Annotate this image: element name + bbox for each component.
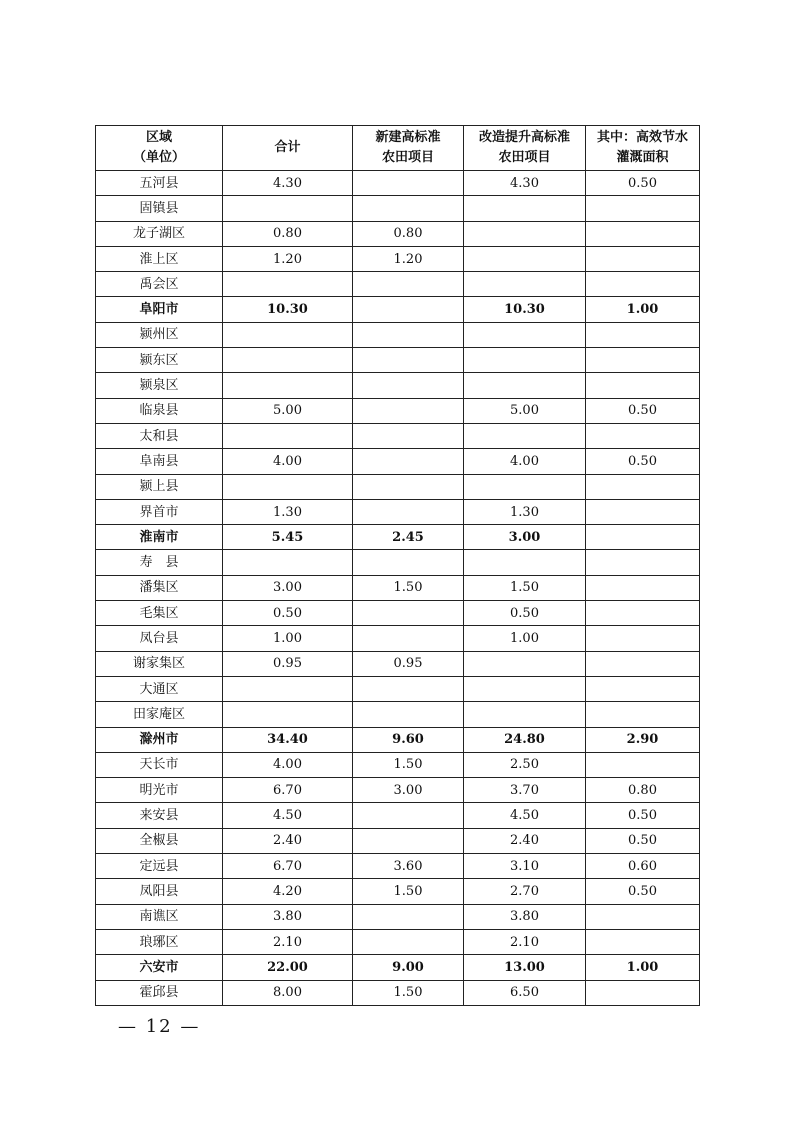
header-water-saving: [586, 126, 700, 171]
cell-upgrade: 3.80: [464, 904, 586, 929]
table-row: [96, 196, 700, 221]
cell-name: 颍州区: [96, 322, 223, 347]
cell-upgrade: 5.00: [464, 398, 586, 423]
cell-upgrade: 1.30: [464, 499, 586, 524]
cell-name: 明光市: [96, 778, 223, 803]
cell-water: [586, 423, 700, 448]
cell-water: [586, 272, 700, 297]
cell-total: 0.80: [223, 221, 353, 246]
cell-water: [586, 196, 700, 221]
cell-name: 龙子湖区: [96, 221, 223, 246]
cell-name: 霍邱县: [96, 980, 223, 1005]
cell-water: [586, 373, 700, 398]
cell-name: 来安县: [96, 803, 223, 828]
cell-new: [353, 322, 464, 347]
cell-new: [353, 499, 464, 524]
cell-name: 全椒县: [96, 828, 223, 853]
table-row: [96, 550, 700, 575]
cell-new: [353, 297, 464, 322]
cell-total: [223, 550, 353, 575]
cell-name: 固镇县: [96, 196, 223, 221]
cell-new: [353, 423, 464, 448]
cell-water: [586, 550, 700, 575]
cell-new: 2.45: [353, 525, 464, 550]
cell-upgrade: [464, 221, 586, 246]
allocation-table: [95, 125, 700, 1006]
cell-water: 0.60: [586, 854, 700, 879]
cell-new: [353, 929, 464, 954]
cell-name: 凤阳县: [96, 879, 223, 904]
cell-name: 界首市: [96, 499, 223, 524]
table-row: [96, 348, 700, 373]
cell-name: 凤台县: [96, 626, 223, 651]
cell-new: 3.00: [353, 778, 464, 803]
cell-upgrade: 2.10: [464, 929, 586, 954]
cell-total: 5.00: [223, 398, 353, 423]
cell-water: 1.00: [586, 297, 700, 322]
table-row: [96, 575, 700, 600]
cell-total: 4.00: [223, 752, 353, 777]
cell-total: [223, 373, 353, 398]
cell-upgrade: 3.70: [464, 778, 586, 803]
cell-total: 4.00: [223, 449, 353, 474]
cell-water: [586, 601, 700, 626]
cell-total: [223, 702, 353, 727]
table-row: [96, 246, 700, 271]
table-row: [96, 272, 700, 297]
cell-new: [353, 676, 464, 701]
cell-new: 1.50: [353, 879, 464, 904]
cell-total: 3.00: [223, 575, 353, 600]
table-row: [96, 423, 700, 448]
cell-name: 太和县: [96, 423, 223, 448]
cell-total: 22.00: [223, 955, 353, 980]
cell-water: [586, 348, 700, 373]
cell-upgrade: 1.50: [464, 575, 586, 600]
cell-water: [586, 676, 700, 701]
cell-total: [223, 474, 353, 499]
cell-new: 1.20: [353, 246, 464, 271]
cell-upgrade: [464, 272, 586, 297]
cell-water: 0.80: [586, 778, 700, 803]
cell-name: 五河县: [96, 171, 223, 196]
cell-name: 阜阳市: [96, 297, 223, 322]
cell-upgrade: 10.30: [464, 297, 586, 322]
cell-new: [353, 474, 464, 499]
table-row: [96, 221, 700, 246]
cell-upgrade: 6.50: [464, 980, 586, 1005]
table-body: [96, 171, 700, 1006]
cell-new: 9.60: [353, 727, 464, 752]
cell-name: 琅琊区: [96, 929, 223, 954]
cell-upgrade: [464, 676, 586, 701]
cell-name: 谢家集区: [96, 651, 223, 676]
cell-total: 34.40: [223, 727, 353, 752]
cell-new: [353, 702, 464, 727]
cell-upgrade: 0.50: [464, 601, 586, 626]
header-upgrade: [464, 126, 586, 171]
table-row: [96, 676, 700, 701]
cell-name: 滁州市: [96, 727, 223, 752]
cell-new: [353, 398, 464, 423]
cell-total: 1.30: [223, 499, 353, 524]
cell-upgrade: 2.70: [464, 879, 586, 904]
cell-name: 淮南市: [96, 525, 223, 550]
cell-total: 4.50: [223, 803, 353, 828]
table-row: [96, 474, 700, 499]
cell-water: [586, 525, 700, 550]
cell-upgrade: [464, 474, 586, 499]
cell-water: [586, 626, 700, 651]
cell-new: [353, 904, 464, 929]
table-row: [96, 297, 700, 322]
table-row: [96, 778, 700, 803]
cell-upgrade: 24.80: [464, 727, 586, 752]
cell-total: 3.80: [223, 904, 353, 929]
cell-upgrade: [464, 423, 586, 448]
cell-new: [353, 373, 464, 398]
cell-total: [223, 322, 353, 347]
cell-new: [353, 348, 464, 373]
cell-new: 0.80: [353, 221, 464, 246]
cell-name: 天长市: [96, 752, 223, 777]
cell-total: 4.30: [223, 171, 353, 196]
cell-water: 2.90: [586, 727, 700, 752]
cell-new: [353, 626, 464, 651]
cell-upgrade: [464, 550, 586, 575]
cell-name: 临泉县: [96, 398, 223, 423]
table-row: [96, 499, 700, 524]
cell-water: [586, 702, 700, 727]
cell-name: 六安市: [96, 955, 223, 980]
cell-upgrade: 4.50: [464, 803, 586, 828]
cell-new: [353, 449, 464, 474]
header-total: [223, 126, 353, 171]
cell-name: 大通区: [96, 676, 223, 701]
cell-water: 1.00: [586, 955, 700, 980]
cell-new: 1.50: [353, 575, 464, 600]
cell-water: 0.50: [586, 828, 700, 853]
table-row: [96, 854, 700, 879]
page-number: — 12 —: [118, 1016, 201, 1037]
table-row: [96, 828, 700, 853]
cell-name: 潘集区: [96, 575, 223, 600]
cell-name: 毛集区: [96, 601, 223, 626]
header-water-saving-line-1: 其中：高效节水: [596, 130, 688, 145]
cell-name: 颍东区: [96, 348, 223, 373]
cell-water: 0.50: [586, 879, 700, 904]
cell-upgrade: 13.00: [464, 955, 586, 980]
cell-total: [223, 423, 353, 448]
cell-water: [586, 499, 700, 524]
cell-new: [353, 272, 464, 297]
cell-upgrade: 3.10: [464, 854, 586, 879]
header-upgrade-line-2: 农田项目: [498, 150, 551, 165]
cell-new: [353, 803, 464, 828]
cell-water: [586, 904, 700, 929]
table-row: [96, 929, 700, 954]
cell-new: [353, 601, 464, 626]
table-row: [96, 373, 700, 398]
cell-name: 南谯区: [96, 904, 223, 929]
cell-total: 0.95: [223, 651, 353, 676]
cell-name: 颍泉区: [96, 373, 223, 398]
header-region: [96, 126, 223, 171]
cell-new: [353, 196, 464, 221]
header-water-saving-line-2: 灌溉面积: [616, 150, 669, 165]
cell-total: 2.10: [223, 929, 353, 954]
table-row: [96, 702, 700, 727]
cell-total: 4.20: [223, 879, 353, 904]
header-new-build: [353, 126, 464, 171]
header-new-build-line-1: 新建高标准: [375, 130, 441, 145]
table-row: [96, 525, 700, 550]
cell-total: [223, 272, 353, 297]
cell-total: 2.40: [223, 828, 353, 853]
table-row: [96, 980, 700, 1005]
cell-total: 10.30: [223, 297, 353, 322]
table-row: [96, 601, 700, 626]
cell-upgrade: [464, 373, 586, 398]
table-row: [96, 904, 700, 929]
header-upgrade-line-1: 改造提升高标准: [478, 130, 570, 145]
cell-water: 0.50: [586, 449, 700, 474]
table-row: [96, 449, 700, 474]
cell-water: [586, 929, 700, 954]
cell-upgrade: [464, 322, 586, 347]
cell-name: 寿 县: [96, 550, 223, 575]
cell-new: 9.00: [353, 955, 464, 980]
cell-total: 0.50: [223, 601, 353, 626]
cell-new: 3.60: [353, 854, 464, 879]
table-row: [96, 171, 700, 196]
cell-new: 1.50: [353, 752, 464, 777]
table-header-row: [96, 126, 700, 171]
cell-water: [586, 980, 700, 1005]
header-region-line-1: 区域: [145, 130, 172, 145]
cell-name: 颍上县: [96, 474, 223, 499]
cell-water: [586, 246, 700, 271]
cell-water: [586, 651, 700, 676]
cell-upgrade: 4.00: [464, 449, 586, 474]
header-new-build-line-2: 农田项目: [381, 150, 434, 165]
cell-upgrade: [464, 702, 586, 727]
cell-upgrade: 3.00: [464, 525, 586, 550]
header-region-line-2: （单位）: [132, 150, 185, 165]
cell-total: 1.20: [223, 246, 353, 271]
cell-name: 淮上区: [96, 246, 223, 271]
table-row: [96, 879, 700, 904]
cell-total: 5.45: [223, 525, 353, 550]
cell-new: 1.50: [353, 980, 464, 1005]
table-row: [96, 803, 700, 828]
cell-upgrade: [464, 651, 586, 676]
table-row: [96, 626, 700, 651]
header-total-line-1: 合计: [274, 140, 301, 155]
cell-total: [223, 348, 353, 373]
table-row: [96, 398, 700, 423]
cell-water: 0.50: [586, 803, 700, 828]
cell-water: [586, 322, 700, 347]
cell-water: [586, 221, 700, 246]
cell-upgrade: 1.00: [464, 626, 586, 651]
table-row: [96, 752, 700, 777]
cell-water: [586, 575, 700, 600]
cell-name: 阜南县: [96, 449, 223, 474]
table-row: [96, 727, 700, 752]
cell-upgrade: [464, 348, 586, 373]
cell-upgrade: 2.50: [464, 752, 586, 777]
cell-upgrade: [464, 246, 586, 271]
cell-name: 田家庵区: [96, 702, 223, 727]
cell-water: [586, 474, 700, 499]
cell-new: 0.95: [353, 651, 464, 676]
cell-water: 0.50: [586, 398, 700, 423]
table-row: [96, 322, 700, 347]
cell-water: 0.50: [586, 171, 700, 196]
cell-total: [223, 196, 353, 221]
cell-upgrade: 4.30: [464, 171, 586, 196]
cell-water: [586, 752, 700, 777]
cell-name: 定远县: [96, 854, 223, 879]
cell-total: [223, 676, 353, 701]
cell-new: [353, 550, 464, 575]
table-row: [96, 651, 700, 676]
cell-total: 8.00: [223, 980, 353, 1005]
cell-total: 1.00: [223, 626, 353, 651]
cell-upgrade: 2.40: [464, 828, 586, 853]
table-row: [96, 955, 700, 980]
cell-total: 6.70: [223, 854, 353, 879]
cell-name: 禹会区: [96, 272, 223, 297]
cell-upgrade: [464, 196, 586, 221]
cell-new: [353, 828, 464, 853]
cell-total: 6.70: [223, 778, 353, 803]
cell-new: [353, 171, 464, 196]
